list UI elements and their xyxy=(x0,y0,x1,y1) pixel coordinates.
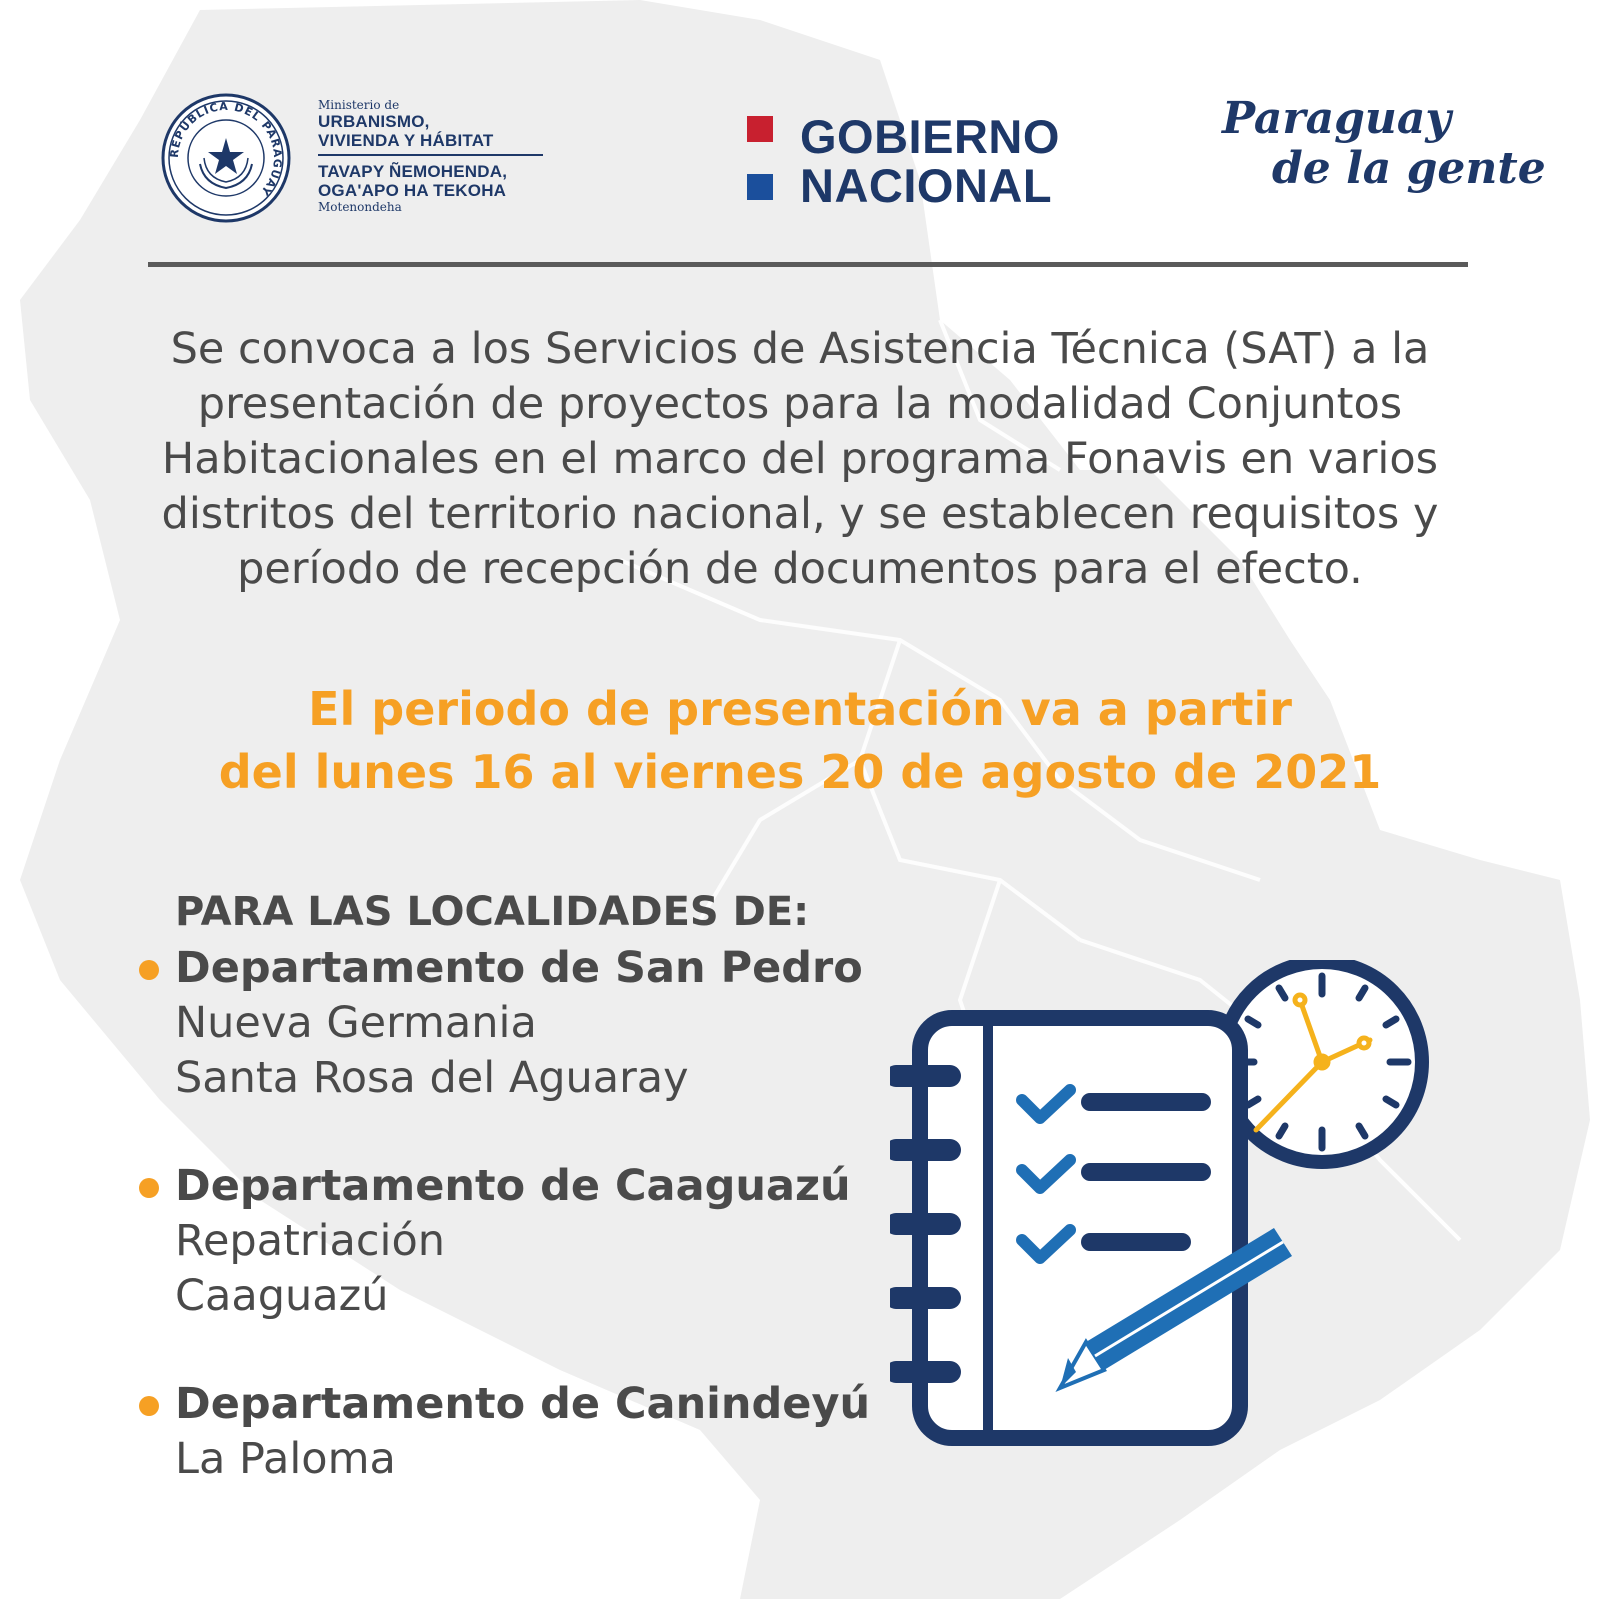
slogan-line2: de la gente xyxy=(1272,143,1546,194)
header-divider xyxy=(148,262,1468,267)
intro-paragraph: Se convoca a los Servicios de Asistencia Técnica (SAT) a la presentación de proyectos para la modalidad Conjuntos Habitacionales en el marco del programa Fonavis en varios distritos del territorio nacional, y se establecen requisitos y período de recepción de documentos para el efecto. xyxy=(161,324,1439,594)
government-line1: GOBIERNO xyxy=(800,110,1060,163)
government-logo-text xyxy=(800,112,1060,210)
period-announcement xyxy=(140,678,1460,804)
town-name: Nueva Germania xyxy=(175,998,537,1048)
bullet-icon xyxy=(139,1178,159,1198)
locations-section xyxy=(175,884,875,1539)
national-seal-icon xyxy=(160,92,292,224)
seal-text: REPÚBLICA DEL PARAGUAY xyxy=(167,99,285,199)
government-flag-squares xyxy=(747,116,773,202)
blue-square xyxy=(747,174,773,200)
clock-icon xyxy=(1222,962,1422,1162)
bullet-icon xyxy=(139,960,159,980)
period-line2: del lunes 16 al viernes 20 de agosto de 2021 xyxy=(218,745,1382,799)
department-name: Departamento de San Pedro xyxy=(175,943,863,993)
town-name: Caaguazú xyxy=(175,1271,389,1321)
department-name: Departamento de Canindeyú xyxy=(175,1379,871,1429)
town-name: Repatriación xyxy=(175,1216,446,1266)
locations-heading: PARA LAS LOCALIDADES DE: xyxy=(175,889,810,935)
slogan-line1: Paraguay xyxy=(1222,93,1451,144)
town-name: La Paloma xyxy=(175,1434,396,1484)
ministry-name-line1: URBANISMO, xyxy=(318,112,430,131)
period-line1: El periodo de presentación va a partir xyxy=(308,682,1292,736)
department-item xyxy=(175,1158,875,1324)
ministry-guarani-line1: TAVAPY ÑEMOHENDA, xyxy=(318,162,508,181)
town-name: Santa Rosa del Aguaray xyxy=(175,1053,689,1103)
ministry-name-line2: VIVIENDA Y HÁBITAT xyxy=(318,131,494,150)
ministry-rule xyxy=(318,154,543,156)
department-item xyxy=(175,940,875,1106)
bullet-icon xyxy=(139,1396,159,1416)
government-line2: NACIONAL xyxy=(800,159,1053,212)
checklist-notebook-with-clock-and-pencil-icon xyxy=(890,960,1470,1480)
ministry-prefix: Ministerio de xyxy=(318,98,400,112)
header xyxy=(0,0,1600,260)
ministry-guarani-line2: OGA'APO HA TEKOHA xyxy=(318,181,507,200)
ministry-logo xyxy=(318,98,548,214)
slogan-logo xyxy=(1222,94,1546,194)
red-square xyxy=(747,116,773,142)
department-item xyxy=(175,1376,875,1487)
ministry-guarani-suffix: Motenondeha xyxy=(318,200,402,214)
department-name: Departamento de Caaguazú xyxy=(175,1161,851,1211)
